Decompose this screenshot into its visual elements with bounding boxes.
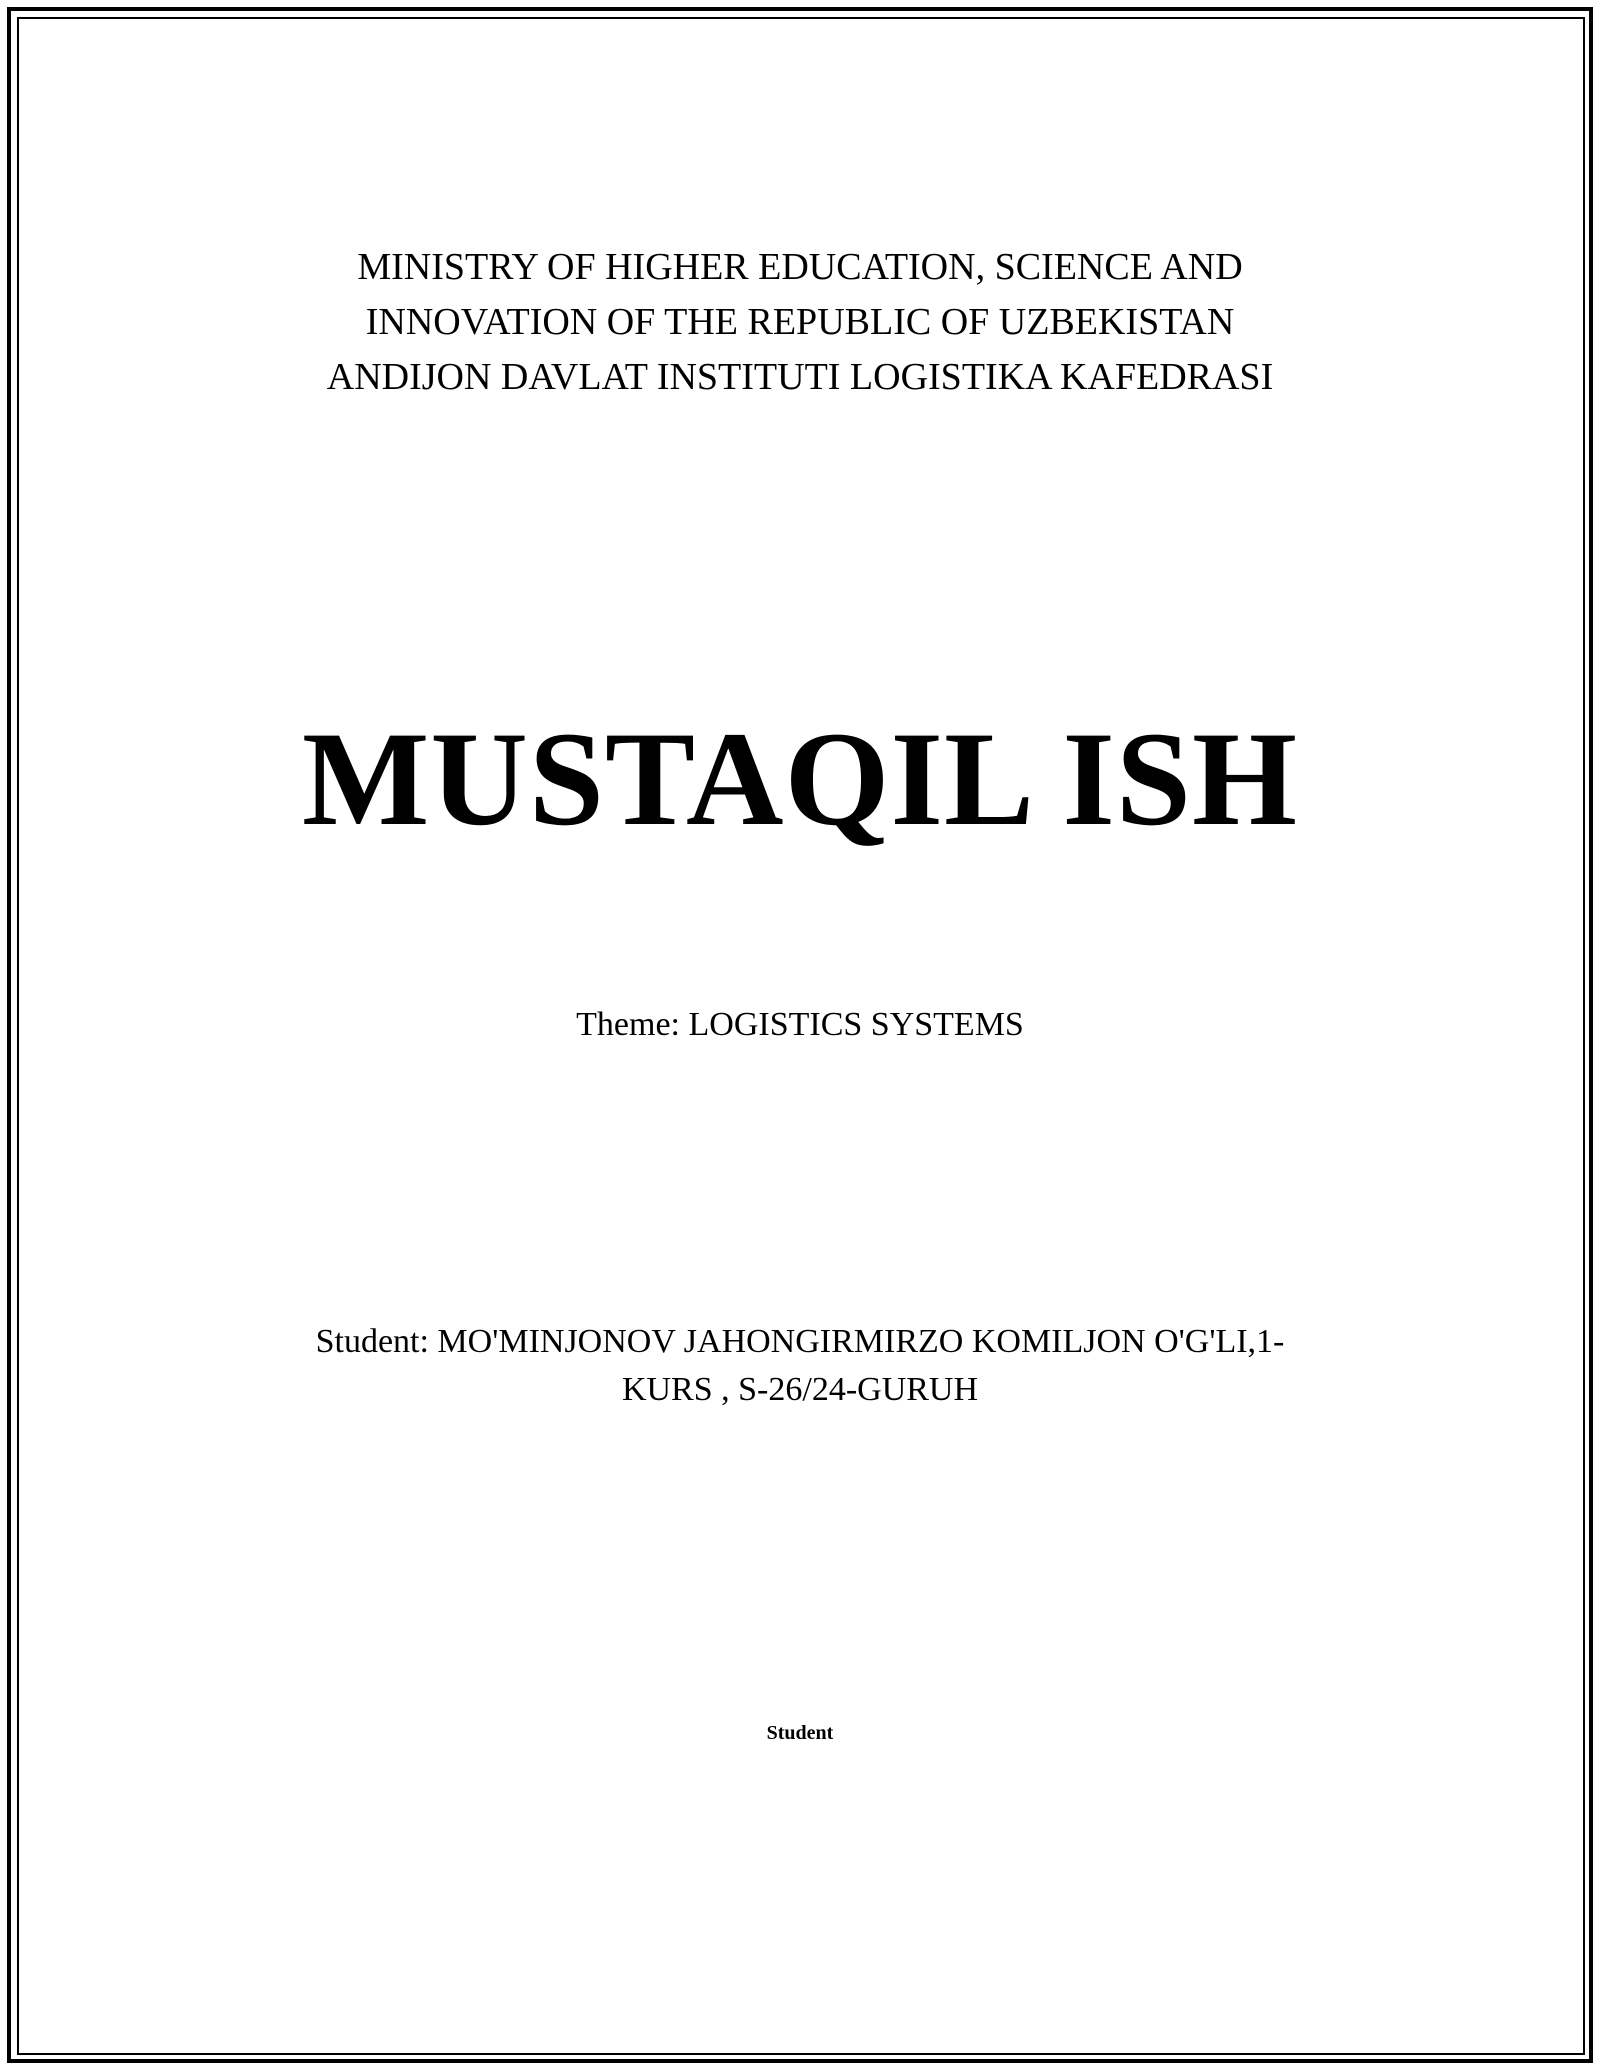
- header-line-ministry: MINISTRY OF HIGHER EDUCATION, SCIENCE AND: [357, 246, 1243, 288]
- theme-line: Theme: LOGISTICS SYSTEMS: [576, 1006, 1024, 1043]
- institution-header: [0, 240, 1600, 405]
- document-title: MUSTAQIL ISH: [301, 705, 1299, 854]
- student-name-line: Student: MO'MINJONOV JAHONGIRMIRZO KOMILJON O'G'LI,1-: [315, 1323, 1285, 1360]
- student-footer-label: Student: [766, 1722, 834, 1744]
- student-group-line: KURS , S-26/24-GURUH: [621, 1371, 979, 1408]
- student-info: [0, 1318, 1600, 1414]
- header-line-institute: ANDIJON DAVLAT INSTITUTI LOGISTIKA KAFEDRASI: [326, 356, 1274, 398]
- header-line-republic: INNOVATION OF THE REPUBLIC OF UZBEKISTAN: [365, 301, 1235, 343]
